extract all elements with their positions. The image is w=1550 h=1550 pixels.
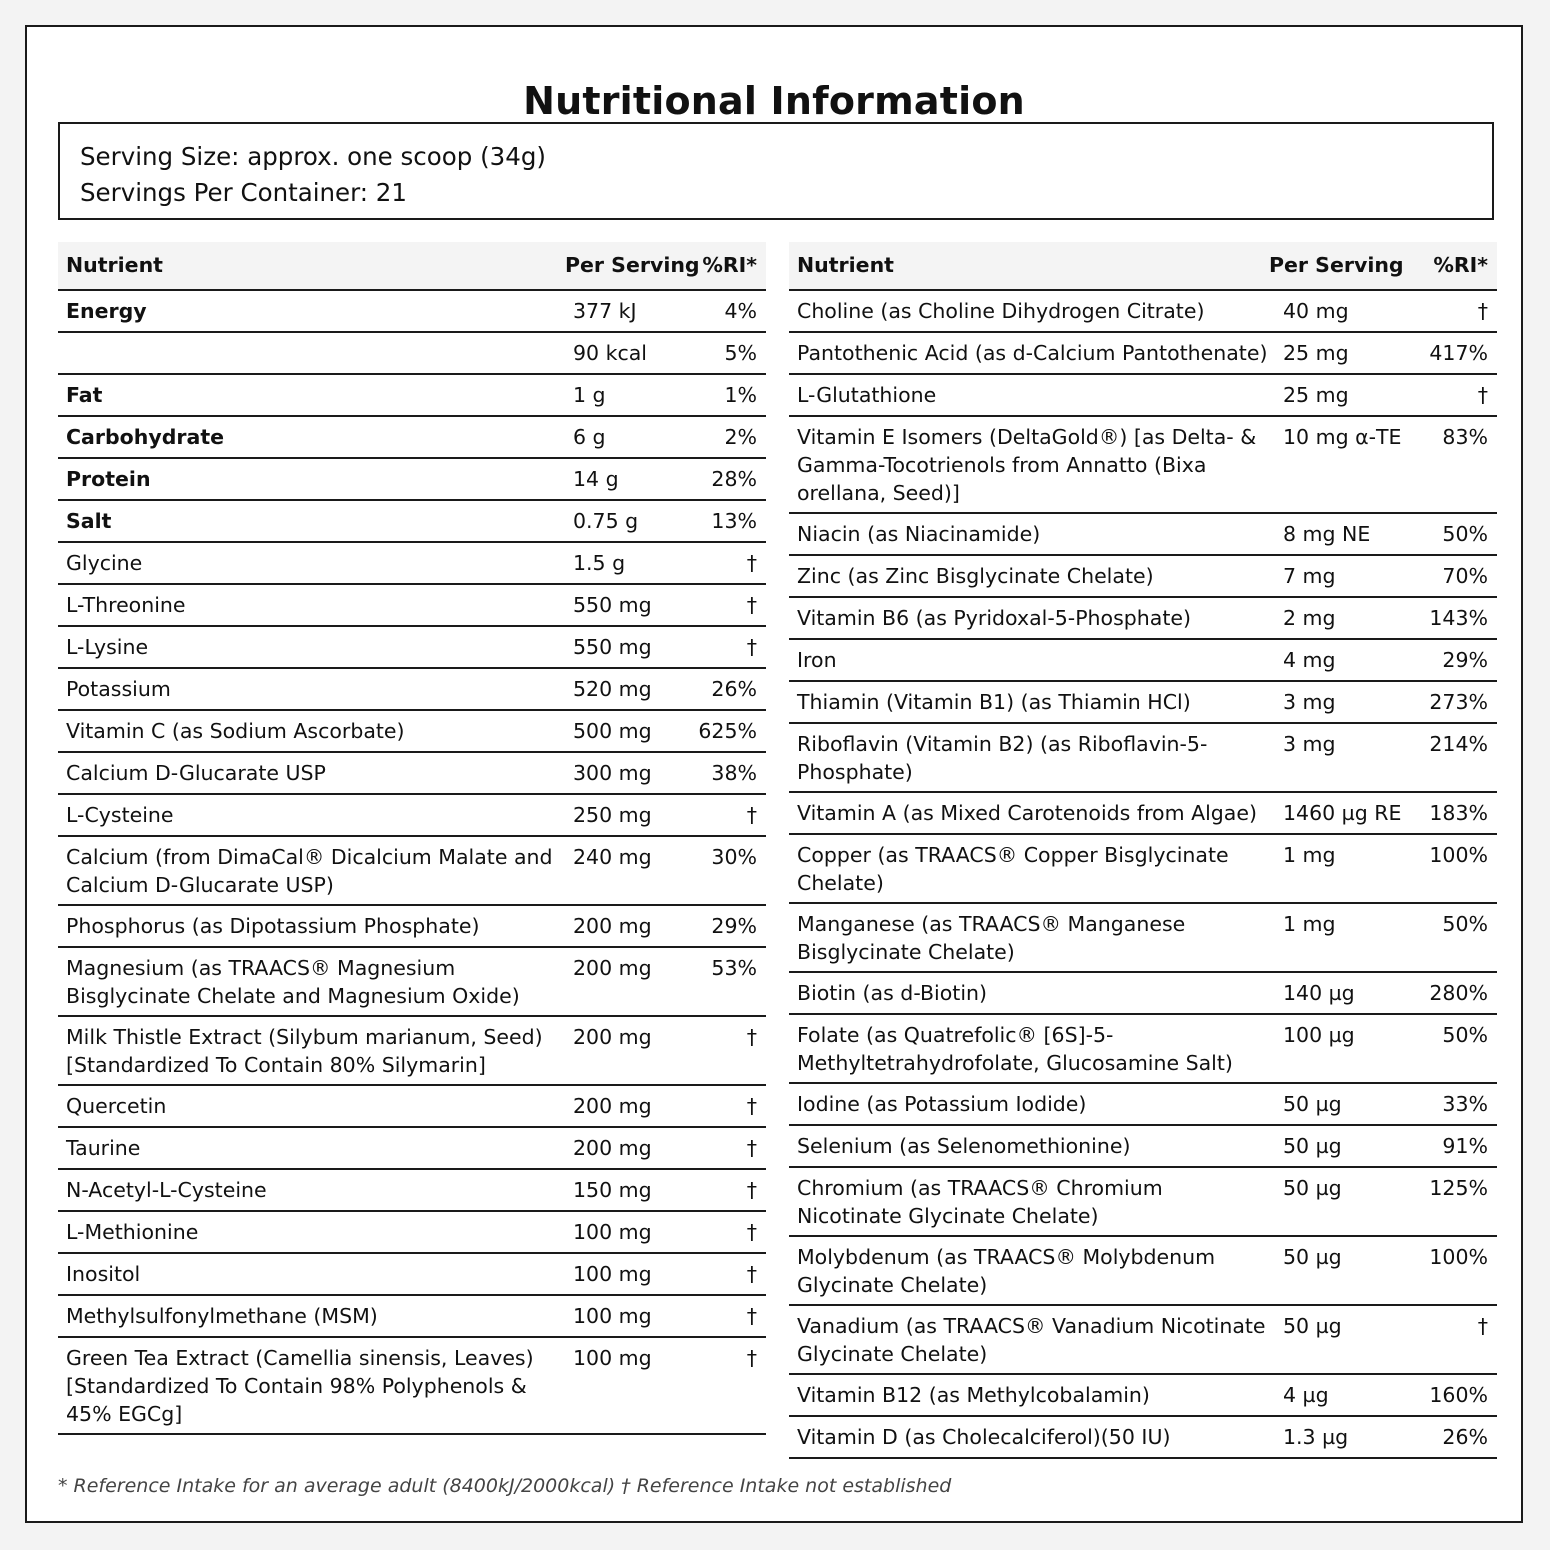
table-row	[58, 669, 766, 711]
per-serving-amount: 50 µg	[1283, 1176, 1342, 1200]
ri-percent: 30%	[711, 845, 757, 869]
nutrient-name: Fat	[66, 383, 103, 407]
table-row	[58, 291, 766, 333]
nutrient-name: Folate (as Quatrefolic® [6S]-5-Methyltetrahydrofolate, Glucosamine Salt)	[797, 1023, 1233, 1075]
header-ri: %RI*	[1433, 253, 1488, 277]
table-row	[58, 1338, 766, 1435]
table-row	[58, 1296, 766, 1338]
per-serving-amount: 8 mg NE	[1283, 522, 1371, 546]
per-serving-amount: 50 µg	[1283, 1092, 1342, 1116]
table-row	[58, 753, 766, 795]
ri-percent: 53%	[711, 956, 757, 980]
ri-percent: †	[746, 1304, 757, 1328]
nutrient-table-right	[789, 242, 1497, 1459]
table-row	[789, 904, 1497, 973]
ri-percent: 26%	[1442, 1425, 1488, 1449]
per-serving-amount: 150 mg	[573, 1178, 652, 1202]
nutrient-name: Thiamin (Vitamin B1) (as Thiamin HCl)	[797, 690, 1191, 714]
footnote: * Reference Intake for an average adult (8400kJ/2000kcal) † Reference Intake not established	[58, 1475, 952, 1497]
table-row	[58, 333, 766, 375]
nutrient-name: Choline (as Choline Dihydrogen Citrate)	[797, 299, 1205, 323]
per-serving-amount: 4 µg	[1283, 1383, 1329, 1407]
per-serving-amount: 200 mg	[573, 1094, 652, 1118]
per-serving-amount: 4 mg	[1283, 648, 1336, 672]
nutrient-name: Vanadium (as TRAACS® Vanadium Nicotinate Glycinate Chelate)	[797, 1314, 1266, 1366]
header-nutrient: Nutrient	[797, 253, 894, 277]
per-serving-amount: 50 µg	[1283, 1245, 1342, 1269]
ri-percent: 50%	[1442, 1023, 1488, 1047]
ri-percent: †	[746, 803, 757, 827]
ri-percent: 2%	[724, 425, 757, 449]
table-row	[58, 1086, 766, 1128]
ri-percent: †	[1477, 1314, 1488, 1338]
table-row	[789, 417, 1497, 514]
ri-percent: 183%	[1429, 801, 1488, 825]
table-row	[58, 795, 766, 837]
table-row	[789, 640, 1497, 682]
ri-percent: 1%	[724, 383, 757, 407]
ri-percent: 33%	[1442, 1092, 1488, 1116]
nutrient-name: Calcium D-Glucarate USP	[66, 761, 326, 785]
per-serving-amount: 550 mg	[573, 593, 652, 617]
table-row	[789, 793, 1497, 835]
per-serving-amount: 3 mg	[1283, 732, 1336, 756]
ri-percent: †	[746, 1262, 757, 1286]
nutrient-name: Inositol	[66, 1262, 141, 1286]
nutrient-name: Vitamin B12 (as Methylcobalamin)	[797, 1383, 1150, 1407]
per-serving-amount: 3 mg	[1283, 690, 1336, 714]
per-serving-amount: 25 mg	[1283, 383, 1349, 407]
per-serving-amount: 1.5 g	[573, 551, 626, 575]
nutrient-name: Green Tea Extract (Camellia sinensis, Leaves) [Standardized To Contain 98% Polyphenols & 45% EGCg]	[66, 1346, 534, 1426]
table-row	[58, 1212, 766, 1254]
ri-percent: 83%	[1442, 425, 1488, 449]
nutrient-name: N-Acetyl-L-Cysteine	[66, 1178, 267, 1202]
ri-percent: 91%	[1442, 1134, 1488, 1158]
ri-percent: †	[1477, 383, 1488, 407]
table-row	[58, 1254, 766, 1296]
nutrient-name: L-Methionine	[66, 1220, 199, 1244]
table-row	[58, 417, 766, 459]
nutrient-name: Magnesium (as TRAACS® Magnesium Bisglycinate Chelate and Magnesium Oxide)	[66, 956, 520, 1008]
table-row	[58, 948, 766, 1017]
table-row	[58, 375, 766, 417]
ri-percent: 143%	[1429, 606, 1488, 630]
ri-percent: 50%	[1442, 522, 1488, 546]
nutrient-name: Vitamin C (as Sodium Ascorbate)	[66, 719, 405, 743]
nutrient-name: Calcium (from DimaCal® Dicalcium Malate and Calcium D-Glucarate USP)	[66, 845, 553, 897]
ri-percent: 50%	[1442, 912, 1488, 936]
table-row	[789, 724, 1497, 793]
ri-percent: 28%	[711, 467, 757, 491]
table-row	[789, 333, 1497, 375]
nutrient-name	[58, 339, 565, 368]
per-serving-amount: 2 mg	[1283, 606, 1336, 630]
per-serving-amount: 90 kcal	[573, 341, 648, 365]
per-serving-amount: 140 µg	[1283, 981, 1355, 1005]
per-serving-amount: 520 mg	[573, 677, 652, 701]
table-row	[789, 291, 1497, 333]
header-nutrient: Nutrient	[66, 253, 163, 277]
per-serving-amount: 377 kJ	[573, 299, 637, 323]
table-row	[58, 459, 766, 501]
table-row	[789, 1306, 1497, 1375]
per-serving-amount: 250 mg	[573, 803, 652, 827]
ri-percent: 214%	[1429, 732, 1488, 756]
per-serving-amount: 50 µg	[1283, 1314, 1342, 1338]
ri-percent: 625%	[698, 719, 757, 743]
per-serving-amount: 1 mg	[1283, 843, 1336, 867]
table-row	[58, 627, 766, 669]
nutrient-name: Molybdenum (as TRAACS® Molybdenum Glycinate Chelate)	[797, 1245, 1216, 1297]
table-body-right	[789, 291, 1497, 1459]
ri-percent: †	[746, 635, 757, 659]
table-row	[789, 1417, 1497, 1459]
ri-percent: †	[1477, 299, 1488, 323]
per-serving-amount: 200 mg	[573, 1025, 652, 1049]
nutrition-panel	[25, 25, 1523, 1523]
nutrient-name: Riboflavin (Vitamin B2) (as Riboflavin-5-Phosphate)	[797, 732, 1208, 784]
nutrient-name: L-Threonine	[66, 593, 186, 617]
ri-percent: 125%	[1429, 1176, 1488, 1200]
table-header	[789, 242, 1497, 291]
nutrient-name: Milk Thistle Extract (Silybum marianum, Seed) [Standardized To Contain 80% Silymarin]	[66, 1025, 543, 1077]
per-serving-amount: 500 mg	[573, 719, 652, 743]
nutrient-name: Selenium (as Selenomethionine)	[797, 1134, 1131, 1158]
serving-info-box	[58, 122, 1494, 220]
nutrient-name: Zinc (as Zinc Bisglycinate Chelate)	[797, 564, 1154, 588]
ri-percent: 160%	[1429, 1383, 1488, 1407]
table-row	[58, 1170, 766, 1212]
per-serving-amount: 100 mg	[573, 1220, 652, 1244]
ri-percent: 29%	[1442, 648, 1488, 672]
per-serving-amount: 550 mg	[573, 635, 652, 659]
table-row	[789, 514, 1497, 556]
table-row	[789, 1237, 1497, 1306]
nutrient-name: Methylsulfonylmethane (MSM)	[66, 1304, 378, 1328]
table-row	[58, 906, 766, 948]
nutrient-name: Quercetin	[66, 1094, 167, 1118]
ri-percent: †	[746, 551, 757, 575]
per-serving-amount: 300 mg	[573, 761, 652, 785]
ri-percent: 273%	[1429, 690, 1488, 714]
ri-percent: 26%	[711, 677, 757, 701]
ri-percent: 4%	[724, 299, 757, 323]
ri-percent: 13%	[711, 509, 757, 533]
ri-percent: 100%	[1429, 1245, 1488, 1269]
table-row	[789, 1084, 1497, 1126]
nutrient-name: Protein	[66, 467, 151, 491]
table-header	[58, 242, 766, 291]
table-row	[789, 1015, 1497, 1084]
nutrient-name: Biotin (as d-Biotin)	[797, 981, 988, 1005]
nutrient-name: Chromium (as TRAACS® Chromium Nicotinate Glycinate Chelate)	[797, 1176, 1163, 1228]
ri-percent: †	[746, 1025, 757, 1049]
ri-percent: †	[746, 1178, 757, 1202]
nutrient-name: Iron	[797, 648, 837, 672]
ri-percent: †	[746, 1136, 757, 1160]
per-serving-amount: 100 µg	[1283, 1023, 1355, 1047]
per-serving-amount: 25 mg	[1283, 341, 1349, 365]
table-row	[789, 1375, 1497, 1417]
nutrient-name: Iodine (as Potassium Iodide)	[797, 1092, 1087, 1116]
nutrient-name: L-Cysteine	[66, 803, 174, 827]
servings-per-container: Servings Per Container: 21	[80, 178, 407, 207]
per-serving-amount: 1460 µg RE	[1283, 801, 1402, 825]
per-serving-amount: 50 µg	[1283, 1134, 1342, 1158]
per-serving-amount: 40 mg	[1283, 299, 1349, 323]
nutrient-name: Pantothenic Acid (as d-Calcium Pantothenate)	[797, 341, 1268, 365]
ri-percent: 5%	[724, 341, 757, 365]
per-serving-amount: 1 g	[573, 383, 606, 407]
ri-percent: †	[746, 1220, 757, 1244]
per-serving-amount: 200 mg	[573, 914, 652, 938]
per-serving-amount: 1 mg	[1283, 912, 1336, 936]
per-serving-amount: 14 g	[573, 467, 619, 491]
nutrient-name: Niacin (as Niacinamide)	[797, 522, 1041, 546]
table-row	[58, 1017, 766, 1086]
nutrient-name: Manganese (as TRAACS® Manganese Bisglycinate Chelate)	[797, 912, 1186, 964]
serving-size: Serving Size: approx. one scoop (34g)	[80, 142, 546, 171]
per-serving-amount: 7 mg	[1283, 564, 1336, 588]
nutrient-name: Glycine	[66, 551, 143, 575]
ri-percent: 29%	[711, 914, 757, 938]
per-serving-amount: 100 mg	[573, 1304, 652, 1328]
per-serving-amount: 200 mg	[573, 1136, 652, 1160]
nutrient-name: Phosphorus (as Dipotassium Phosphate)	[66, 914, 480, 938]
ri-percent: †	[746, 1094, 757, 1118]
table-body-left	[58, 291, 766, 1435]
table-row	[789, 682, 1497, 724]
header-per-serving: Per Serving	[565, 253, 700, 277]
per-serving-amount: 6 g	[573, 425, 606, 449]
per-serving-amount: 0.75 g	[573, 509, 639, 533]
table-row	[789, 1126, 1497, 1168]
table-row	[58, 711, 766, 753]
ri-percent: †	[746, 1346, 757, 1370]
per-serving-amount: 240 mg	[573, 845, 652, 869]
nutrient-name: Potassium	[66, 677, 171, 701]
table-row	[789, 973, 1497, 1015]
header-ri: %RI*	[702, 253, 757, 277]
table-row	[789, 556, 1497, 598]
nutrient-name: Copper (as TRAACS® Copper Bisglycinate Chelate)	[797, 843, 1229, 895]
table-row	[58, 1128, 766, 1170]
nutrient-name: L-Lysine	[66, 635, 149, 659]
nutrient-name: L-Glutathione	[797, 383, 937, 407]
table-row	[58, 501, 766, 543]
table-row	[58, 543, 766, 585]
per-serving-amount: 100 mg	[573, 1346, 652, 1370]
ri-percent: 417%	[1429, 341, 1488, 365]
ri-percent: †	[746, 593, 757, 617]
nutrient-name: Vitamin E Isomers (DeltaGold®) [as Delta- & Gamma-Tocotrienols from Annatto (Bixa orellana, Seed)]	[797, 425, 1257, 505]
table-row	[789, 375, 1497, 417]
page-title: Nutritional Information	[523, 79, 1025, 123]
table-row	[789, 1168, 1497, 1237]
ri-percent: 280%	[1429, 981, 1488, 1005]
table-row	[789, 598, 1497, 640]
per-serving-amount: 200 mg	[573, 956, 652, 980]
nutrient-table-left	[58, 242, 766, 1435]
ri-percent: 100%	[1429, 843, 1488, 867]
nutrient-name: Vitamin A (as Mixed Carotenoids from Algae)	[797, 801, 1257, 825]
ri-percent: 70%	[1442, 564, 1488, 588]
per-serving-amount: 100 mg	[573, 1262, 652, 1286]
ri-percent: 38%	[711, 761, 757, 785]
table-row	[58, 585, 766, 627]
per-serving-amount: 1.3 µg	[1283, 1425, 1349, 1449]
per-serving-amount: 10 mg α-TE	[1283, 425, 1402, 449]
nutrient-name: Salt	[66, 509, 112, 533]
table-row	[58, 837, 766, 906]
nutrient-name: Vitamin D (as Cholecalciferol)(50 IU)	[797, 1425, 1171, 1449]
nutrient-name: Taurine	[66, 1136, 141, 1160]
header-per-serving: Per Serving	[1269, 253, 1404, 277]
table-row	[789, 835, 1497, 904]
nutrient-name: Energy	[66, 299, 147, 323]
nutrient-name: Carbohydrate	[66, 425, 225, 449]
nutrient-name: Vitamin B6 (as Pyridoxal-5-Phosphate)	[797, 606, 1191, 630]
